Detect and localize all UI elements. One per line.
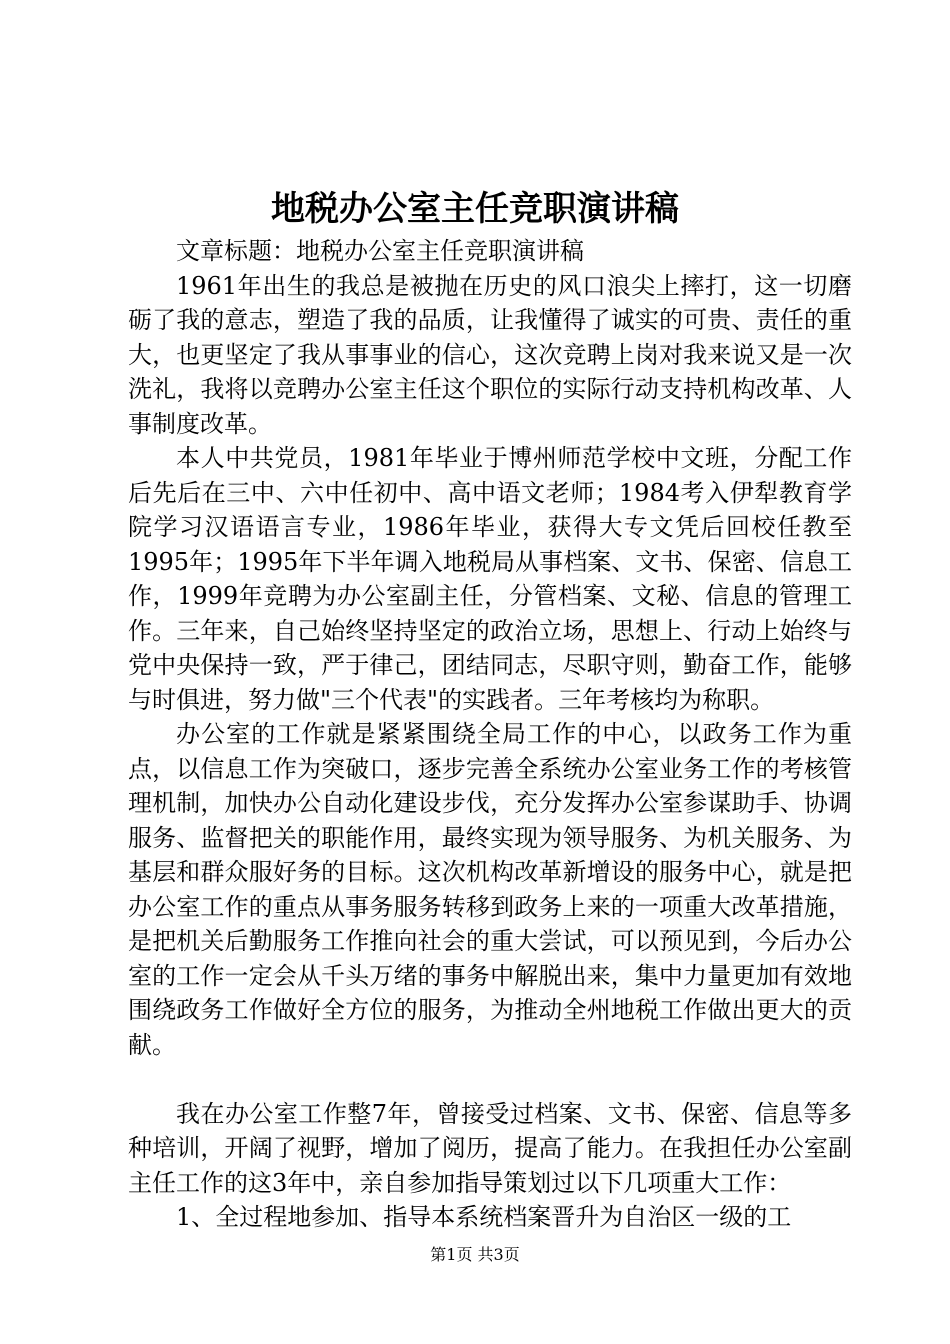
paragraph-office-work: 办公室的工作就是紧紧围绕全局工作的中心，以政务工作为重点，以信息工作为突破口，逐步完善全系统办公室业务工作的考核管理机制，加快办公自动化建设步伐，充分发挥办公室参谋助手、协调服务、监督把关的职能作用，最终实现为领导服务、为机关服务、为基层和群众服好务的目标。这次机构改革新增设的服务中心，就是把办公室工作的重点从事务服务转移到政务上来的一项重大改革措施，是把机关后勤服务工作推向社会的重大尝试，可以预见到，今后办公室的工作一定会从千头万绪的事务中解脱出来，集中力量更加有效地围绕政务工作做好全方位的服务，为推动全州地税工作做出更大的贡献。 xyxy=(128,720,852,1059)
article-title-line: 文章标题：地税办公室主任竞职演讲稿 xyxy=(176,237,584,265)
paragraph-intro: 1961年出生的我总是被抛在历史的风口浪尖上摔打，这一切磨砺了我的意志，塑造了我的品质，让我懂得了诚实的可贵、责任的重大，也更坚定了我从事事业的信心，这次竞聘上岗对我来说又是一次洗礼，我将以竞聘办公室主任这个职位的实际行动支持机构改革、人事制度改革。 xyxy=(128,271,852,438)
paragraph-background: 本人中共党员，1981年毕业于博州师范学校中文班，分配工作后先后在三中、六中任初中、高中语文老师；1984考入伊犁教育学院学习汉语语言专业，1986年毕业，获得大专文凭后回校任教至1995年；1995年下半年调入地税局从事档案、文书、保密、信息工作，1999年竞聘为办公室副主任，分管档案、文秘、信息的管理工作。三年来，自己始终坚持坚定的政治立场，思想上、行动上始终与党中央保持一致，严于律己，团结同志，尽职守则，勤奋工作，能够与时俱进，努力做"三个代表"的实践者。三年考核均为称职。 xyxy=(128,444,852,714)
document-title: 地税办公室主任竞职演讲稿 xyxy=(271,189,679,229)
page-footer: 第1页 共3页 xyxy=(430,1245,520,1264)
paragraph-experience: 我在办公室工作整7年，曾接受过档案、文书、保密、信息等多种培训，开阔了视野，增加了阅历，提高了能力。在我担任办公室副主任工作的这3年中，亲自参加指导策划过以下几项重大工作： xyxy=(128,1099,852,1197)
document-body xyxy=(128,234,852,1235)
paragraph-list-item-1: 1、全过程地参加、指导本系统档案晋升为自治区一级的工 xyxy=(176,1203,792,1231)
